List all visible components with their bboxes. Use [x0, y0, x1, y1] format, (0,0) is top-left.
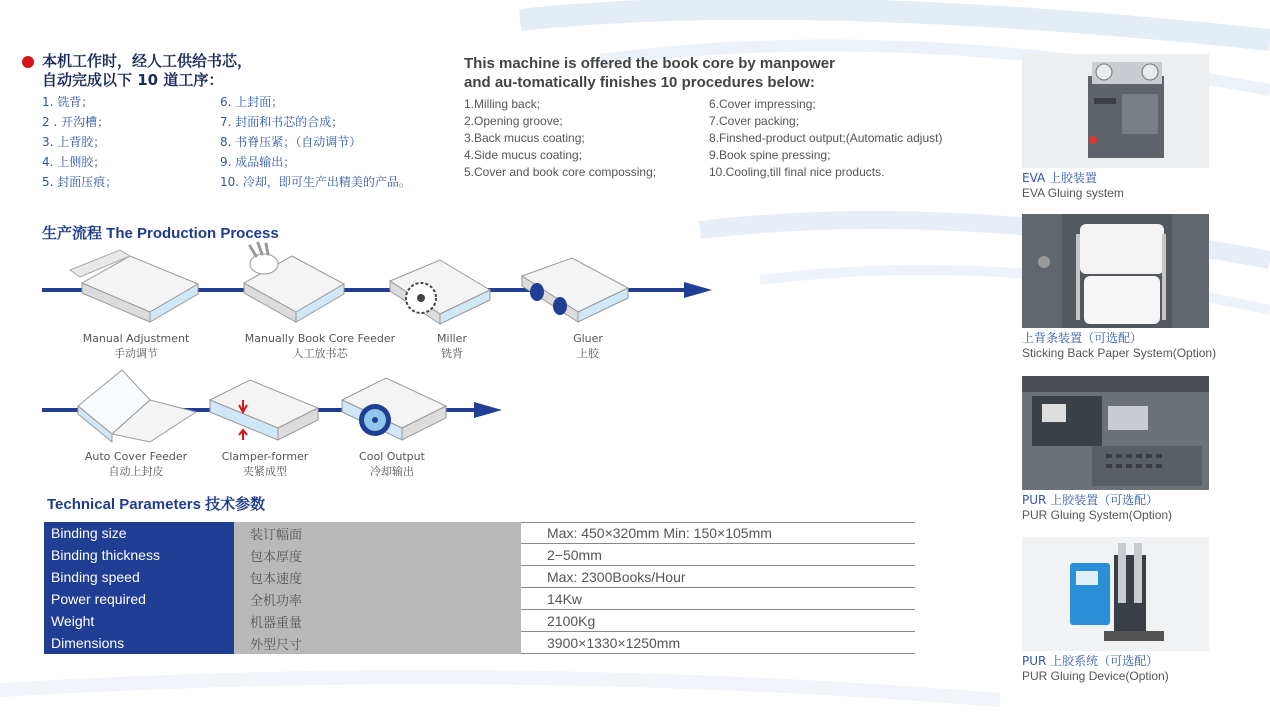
- table-row: [44, 610, 915, 632]
- intro-en-item: 10.Cooling,till final nice products.: [709, 165, 885, 179]
- intro-chinese: [22, 52, 442, 190]
- option-eva-gluing: [1022, 54, 1262, 201]
- option-pur-gluing-device: [1022, 537, 1262, 684]
- intro-en-list: [464, 96, 1004, 180]
- intro-zh-item: 10. 冷却，即可生产出精美的产品。: [220, 175, 411, 189]
- back-paper-machine-image: [1022, 214, 1209, 328]
- params-title: Technical Parameters 技术参数: [47, 496, 266, 513]
- book-core-feeder-icon: [244, 243, 344, 322]
- param-value: 2−50mm: [521, 544, 915, 566]
- intro-en-title: This machine is offered the book core by manpower and au-tomatically finishes 10 procedures below:: [464, 55, 835, 91]
- gluer-icon: [522, 258, 628, 322]
- table-row: [44, 588, 915, 610]
- param-value: 3900×1330×1250mm: [521, 632, 915, 654]
- param-name-zh: 装订幅面: [234, 522, 521, 544]
- intro-zh-list: [42, 94, 442, 190]
- clamper-former-icon: [210, 380, 318, 440]
- option-zh: EVA 上胶装置: [1022, 171, 1098, 185]
- intro-en-item: 2.Opening groove;: [464, 114, 563, 128]
- option-back-paper: [1022, 214, 1262, 361]
- option-zh: 上背条装置（可选配）: [1022, 331, 1143, 345]
- cool-output-icon: [342, 378, 446, 440]
- table-row: [44, 632, 915, 654]
- option-en: PUR Gluing System(Option): [1022, 508, 1173, 522]
- params-table: [44, 522, 915, 654]
- param-name-zh: 机器重量: [234, 610, 521, 632]
- param-name-en: Binding thickness: [44, 544, 234, 566]
- param-name-zh: 包本速度: [234, 566, 521, 588]
- param-name-zh: 全机功率: [234, 588, 521, 610]
- intro-en-item: 6.Cover impressing;: [709, 97, 816, 111]
- intro-zh-item: 6. 上封面；: [220, 95, 284, 109]
- table-row: [44, 544, 915, 566]
- step-label: Auto Cover Feeder 自动上封皮: [84, 450, 188, 478]
- param-name-zh: 包本厚度: [234, 544, 521, 566]
- param-value: Max: 2300Books/Hour: [521, 566, 915, 588]
- table-row: [44, 522, 915, 544]
- intro-zh-item: 7. 封面和书芯的合成；: [220, 115, 344, 129]
- intro-zh-item: 4. 上侧胶；: [42, 155, 106, 169]
- param-name-en: Binding speed: [44, 566, 234, 588]
- intro-zh-item: 2 . 开沟槽；: [42, 115, 110, 129]
- pur-gluing-device-image: [1022, 537, 1209, 651]
- step-label: Gluer 上胶: [573, 332, 603, 360]
- option-en: PUR Gluing Device(Option): [1022, 669, 1169, 683]
- param-name-en: Power required: [44, 588, 234, 610]
- param-value: 14Kw: [521, 588, 915, 610]
- param-value: Max: 450×320mm Min: 150×105mm: [521, 522, 915, 544]
- step-label: Miller 铣背: [437, 332, 467, 360]
- miller-icon: [390, 260, 490, 324]
- param-value: 2100Kg: [521, 610, 915, 632]
- intro-en-item: 4.Side mucus coating;: [464, 148, 583, 162]
- option-pur-gluing-system: [1022, 376, 1262, 523]
- intro-en-item: 5.Cover and book core compossing;: [464, 165, 657, 179]
- option-en: Sticking Back Paper System(Option): [1022, 346, 1217, 360]
- intro-zh-item: 3. 上背胶；: [42, 135, 106, 149]
- arrow-right-icon: [684, 282, 712, 298]
- pur-gluing-system-image: [1022, 376, 1209, 490]
- step-label: Manually Book Core Feeder 人工放书芯: [244, 332, 396, 360]
- step-label: Manual Adjustment 手动调节: [82, 332, 190, 360]
- table-row: [44, 566, 915, 588]
- intro-en-item: 9.Book spine pressing;: [709, 148, 831, 162]
- auto-cover-feeder-icon: [78, 370, 196, 442]
- intro-zh-item: 5. 封面压痕；: [42, 175, 118, 189]
- intro-en-item: 1.Milling back;: [464, 97, 541, 111]
- option-zh: PUR 上胶系统（可选配）: [1022, 654, 1159, 668]
- eva-gluing-machine-image: [1022, 54, 1209, 168]
- intro-zh-item: 1. 铣背；: [42, 95, 94, 109]
- intro-en-item: 8.Finshed-product output;(Automatic adjust): [709, 131, 943, 145]
- intro-zh-item: 8. 书脊压紧；（自动调节）: [220, 135, 362, 149]
- step-label: Cool Output 冷却输出: [359, 450, 425, 478]
- arrow-right-icon: [474, 402, 502, 418]
- param-name-zh: 外型尺寸: [234, 632, 521, 654]
- param-name-en: Weight: [44, 610, 234, 632]
- param-name-en: Binding size: [44, 522, 234, 544]
- bullet-dot-icon: [22, 56, 34, 68]
- param-name-en: Dimensions: [44, 632, 234, 654]
- intro-zh-title: 本机工作时，经人工供给书芯， 自动完成以下 10 道工序：: [42, 52, 253, 89]
- intro-zh-item: 9. 成品输出；: [220, 155, 296, 169]
- process-title: 生产流程 The Production Process: [42, 225, 279, 242]
- manual-adjustment-icon: [70, 250, 198, 322]
- step-label: Clamper-former 夹紧成型: [221, 450, 309, 478]
- intro-en-item: 3.Back mucus coating;: [464, 131, 585, 145]
- option-en: EVA Gluing system: [1022, 186, 1124, 200]
- intro-english: [464, 54, 1004, 180]
- option-zh: PUR 上胶装置（可选配）: [1022, 493, 1159, 507]
- intro-en-item: 7.Cover packing;: [709, 114, 800, 128]
